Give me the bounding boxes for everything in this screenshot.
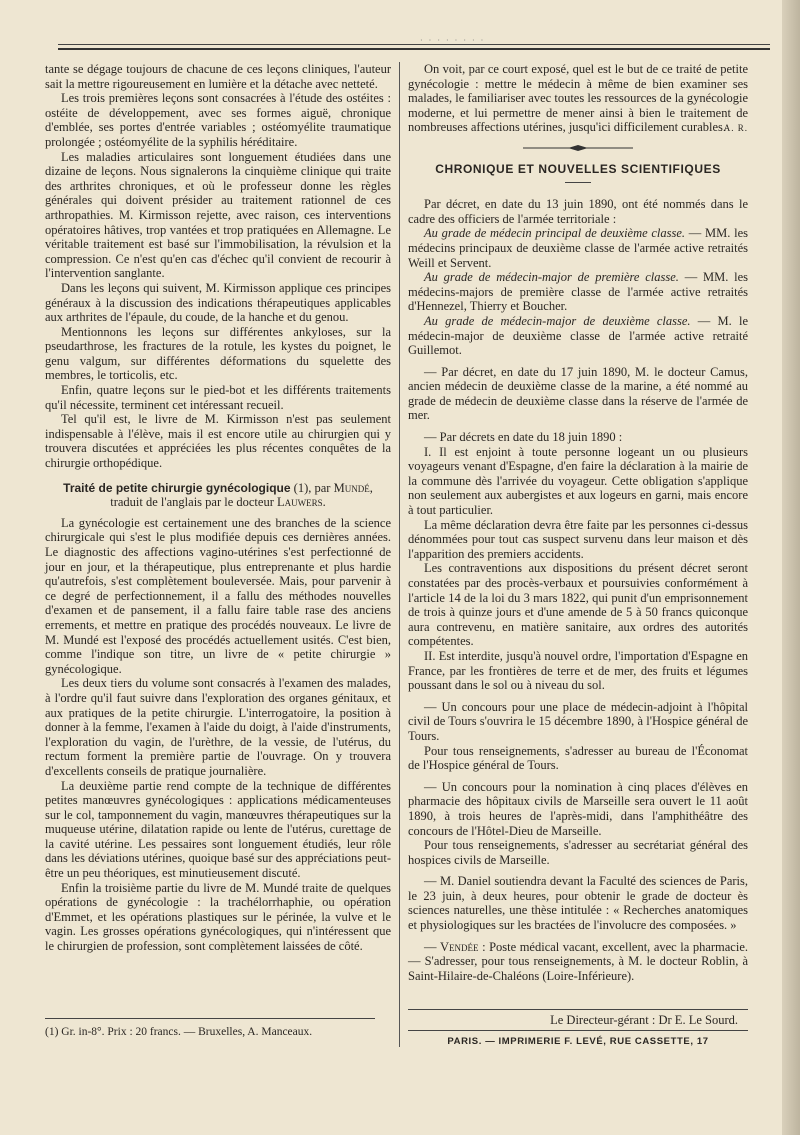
right-column (408, 62, 748, 983)
paragraph (408, 270, 748, 314)
paragraph: — Par décret, en date du 17 juin 1890, M. le docteur Camus, ancien médecin de deuxième classe de la marine, a été nommé au grade de médecin de deuxième classe dans la réserve de l'armée de mer. (408, 364, 748, 423)
director-line: Le Directeur-gérant : Dr E. Le Sourd. (550, 1013, 738, 1027)
paragraph: Tel qu'il est, le livre de M. Kirmisson n'est pas seulement indispensable à l'élève, mais il est encore utile au chirurgien qui y trouvera discutées et appréciées les plus récentes conquêtes de la chirurgie orthopédique. (45, 412, 391, 471)
book-translator: Lauwers. (277, 495, 326, 510)
paragraph-text: — MM. les médecins-majors de première classe de l'armée active retraités d'Hennezel, Thierry et Boucher. (408, 270, 748, 314)
footnote-ref: (1), par (293, 480, 331, 495)
paragraph: Pour tous renseignements, s'adresser au secrétariat général des hospices civils de Marseille. (408, 838, 748, 867)
scan-edge (782, 0, 800, 1135)
spacer (408, 867, 748, 874)
paragraph: — M. Daniel soutiendra devant la Faculté des sciences de Paris, le 23 juin, à deux heures, pour obtenir le grade de docteur ès sciences naturelles, une thèse intitulée : « Recherches anatomiques et physiologiques sur les bractées de l'involucre des composées. » (408, 874, 748, 933)
paragraph: Les maladies articulaires sont longuement étudiées dans une dizaine de leçons. Nous signalerons la cinquième clinique qui traite des arthrites chroniques, et où le professeur donne les règles générales qui doivent présider au traitement rationnel de ces arthropathies. M. Kirmisson rejette, avec raison, ces interventions opératoires hâtives, trop vantées et trop pratiquées en Allemagne. Le véritable traitement est basé sur l'immobilisation, la révulsion et la compression. Ce n'est qu'en cas d'échec qu'il convient de recourir à l'intervention sanglante. (45, 149, 391, 281)
director-rule-top (408, 1009, 748, 1010)
paragraph-text: — MM. les médecins principaux de deuxième classe de l'armée active retraités Weill et Servent. (408, 226, 748, 270)
column-divider (399, 62, 400, 1047)
paragraph: tante se dégage toujours de chacune de ces leçons cliniques, l'auteur sait la mettre rigoureusement en lumière et la détache avec netteté. (45, 62, 391, 91)
paragraph: Les contraventions aux dispositions du présent décret seront constatées par des procès-verbaux et poursuivies conformément à l'article 14 de la loi du 3 mars 1822, qui punit d'un emprisonnement de trois à quinze jours et d'une amende de 5 à 50 francs quiconque aura contrevenu, en matière sanitaire, aux ordres des autorités compétentes. (408, 561, 748, 649)
printer-line: PARIS. — IMPRIMERIE F. LEVÉ, RUE CASSETTE, 17 (447, 1036, 709, 1047)
paragraph: I. Il est enjoint à toute personne logeant un ou plusieurs voyageurs venant d'Espagne, d'en faire la déclaration à la mairie de la commune dès l'arrivée du voyageur. Cette obligation s'applique non seulement aux aubergistes et aux logeurs en garni, mais encore à tout particulier. (408, 444, 748, 518)
footnote: (1) Gr. in-8°. Prix : 20 francs. — Bruxelles, A. Manceaux. (45, 1026, 313, 1038)
paragraph-text: : Poste médical vacant, excellent, avec la pharmacie. — S'adresser, pour tous renseignements, à M. le docteur Roblin, à Saint-Hilaire-de-Chaléons (Loire-Inférieure). (408, 939, 748, 983)
paragraph: — Vendée : Poste médical vacant, excellent, avec la pharmacie. — S'adresser, pour tous renseignements, à M. le docteur Roblin, à Saint-Hilaire-de-Chaléons (Loire-Inférieure). (408, 939, 748, 983)
paragraph: — Un concours pour une place de médecin-adjoint à l'hôpital civil de Tours s'ouvrira le 15 décembre 1890, à l'Hospice général de Tours. (408, 699, 748, 743)
grade-label: Au grade de médecin-major de première classe. (424, 270, 679, 285)
header-rule-thick (58, 48, 770, 50)
director-rule-bottom (408, 1030, 748, 1031)
paragraph: La même déclaration devra être faite par les personnes ci-dessus dénommées pour tout cas suspect survenu dans leur maison et dès l'apparition des premiers accidents. (408, 517, 748, 561)
signature: A. R. (723, 122, 748, 133)
paragraph: Les trois premières leçons sont consacrées à l'étude des ostéites : ostéite de développement, avec ses formes aiguë, chronique d'emblée, ses portes d'entrée variables ; ostéomyélite traumatique prolongée ; ostéomyélite de la syphilis héréditaire. (45, 91, 391, 149)
book-title: Traité de petite chirurgie gynécologique (63, 480, 291, 495)
spacer (408, 423, 748, 430)
book-review-heading (45, 481, 391, 510)
paragraph: Les deux tiers du volume sont consacrés à l'examen des malades, à l'ordre qu'il faut suivre dans l'exploration des organes génitaux, et aux pratiques de la petite chirurgie. L'interrogatoire, la position à donner à la femme, l'examen à l'aide du doigt, à l'aide d'instruments, l'exploration du vagin, de l'urèthre, de la vessie, de l'utérus, du rectum forment la première partie de l'ouvrage. On y trouvera d'excellents conseils de pratique journalière. (45, 676, 391, 778)
chronicle-heading: CHRONIQUE ET NOUVELLES SCIENTIFIQUES (435, 161, 721, 176)
book-translation-note: traduit de l'anglais par le docteur (110, 495, 274, 510)
running-header: · · · · · · · · (420, 36, 486, 45)
spacer (408, 773, 748, 780)
paragraph: II. Est interdite, jusqu'à nouvel ordre, l'importation d'Espagne en France, par les frontières de terre et de mer, des fruits et légumes poussant dans le sol ou à niveau du sol. (408, 648, 748, 693)
region-label: Vendée (440, 939, 479, 954)
paragraph: Enfin, quatre leçons sur le pied-bot et les différents traitements qu'il nécessite, terminent cet intéressant recueil. (45, 383, 391, 412)
paragraph: Mentionnons les leçons sur différentes ankyloses, sur la pseudarthrose, les fractures de la rotule, les kystes du poignet, le genu valgum, sur différentes déformations du squelette des membres, le torticolis, etc. (45, 324, 391, 383)
left-column (45, 62, 391, 954)
heading-rule (565, 182, 591, 183)
grade-label: Au grade de médecin principal de deuxième classe. (424, 226, 686, 241)
paragraph: Par décret, en date du 13 juin 1890, ont été nommés dans le cadre des officiers de l'armée territoriale : (408, 197, 748, 226)
paragraph (408, 226, 748, 270)
paragraph: — Un concours pour la nomination à cinq places d'élèves en pharmacie des hôpitaux civils de Marseille sera ouvert le 11 août 1890, à trois heures de l'après-midi, dans l'amphithéâtre des concours de l'Hôtel-Dieu de Marseille. (408, 779, 748, 838)
book-author: Mundé, (333, 480, 373, 495)
spacer (408, 358, 748, 365)
header-rule-thin (58, 44, 770, 45)
paragraph (408, 314, 748, 358)
spacer (408, 933, 748, 940)
ornament-divider (523, 144, 633, 152)
spacer (408, 693, 748, 700)
paragraph: La gynécologie est certainement une des branches de la science chirurgicale qui s'est le plus modifiée depuis ces dernières années. Le diagnostic des affections vagino-utérines s'est perfectionné de jour en jour, et la thérapeutique, plus entreprenante et plus hardie qu'autrefois, s'est complètement bouleversée. Mais, pour parvenir à ce degré de perfectionnement, il a fallu des méthodes nouvelles d'examen et de pansement, il a fallu faire table rase des anciens errements, et mettre en pratique des procédés nouveaux. Le livre de M. Mundé est l'exposé des procédés actuellement usités. C'est bien, comme l'indique son titre, un livre de « petite chirurgie » gynécologique. (45, 515, 391, 676)
footnote-rule (45, 1018, 375, 1019)
paragraph: — Par décrets en date du 18 juin 1890 : (424, 430, 623, 445)
paragraph-text: — M. le médecin-major de deuxième classe de l'armée active retraité Guillemot. (408, 313, 748, 358)
paragraph: La deuxième partie rend compte de la technique de différentes petites manœuvres gynécologiques : applications médicamenteuses sur le col, tamponnement du vagin, manœuvres thérapeutiques sur la muqueuse utérine, dilatation rapide ou lente de l'utérus, curettage de la cavité utérine. Les pessaires sont longuement étudiés, leur rôle dans les déviations utérines, quoique basé sur des appréciations peut-être un peu théoriques, est minutieusement discuté. (45, 778, 391, 881)
grade-label: Au grade de médecin-major de deuxième classe. (424, 313, 691, 328)
paragraph: Dans les leçons qui suivent, M. Kirmisson applique ces principes généraux à la discussion des indications thérapeutiques applicables aux arthrites de l'épaule, du coude, de la hanche et du genou. (45, 280, 391, 325)
paragraph: Pour tous renseignements, s'adresser au bureau de l'Économat de l'Hospice général de Tours. (408, 743, 748, 773)
paragraph: On voit, par ce court exposé, quel est le but de ce traité de petite gynécologie : mettre le médecin à même de bien examiner ses malades, le familiariser avec toutes les ressources de la gynécologie moderne, et lui permettre de mener ainsi à bien le traitement de nombreuses affections utérines, jusqu'ici difficilement curables. (408, 62, 748, 135)
paragraph: Enfin la troisième partie du livre de M. Mundé traite de quelques opérations de gynécologie : la trachélorrhaphie, ou opération d'Emmet, et les opérations plastiques sur le périnée, la vulve et le vagin. Les grosses opérations gynécologiques, qui n'intéressent que le chirurgien de profession, sont complètement laissées de côté. (45, 880, 391, 954)
